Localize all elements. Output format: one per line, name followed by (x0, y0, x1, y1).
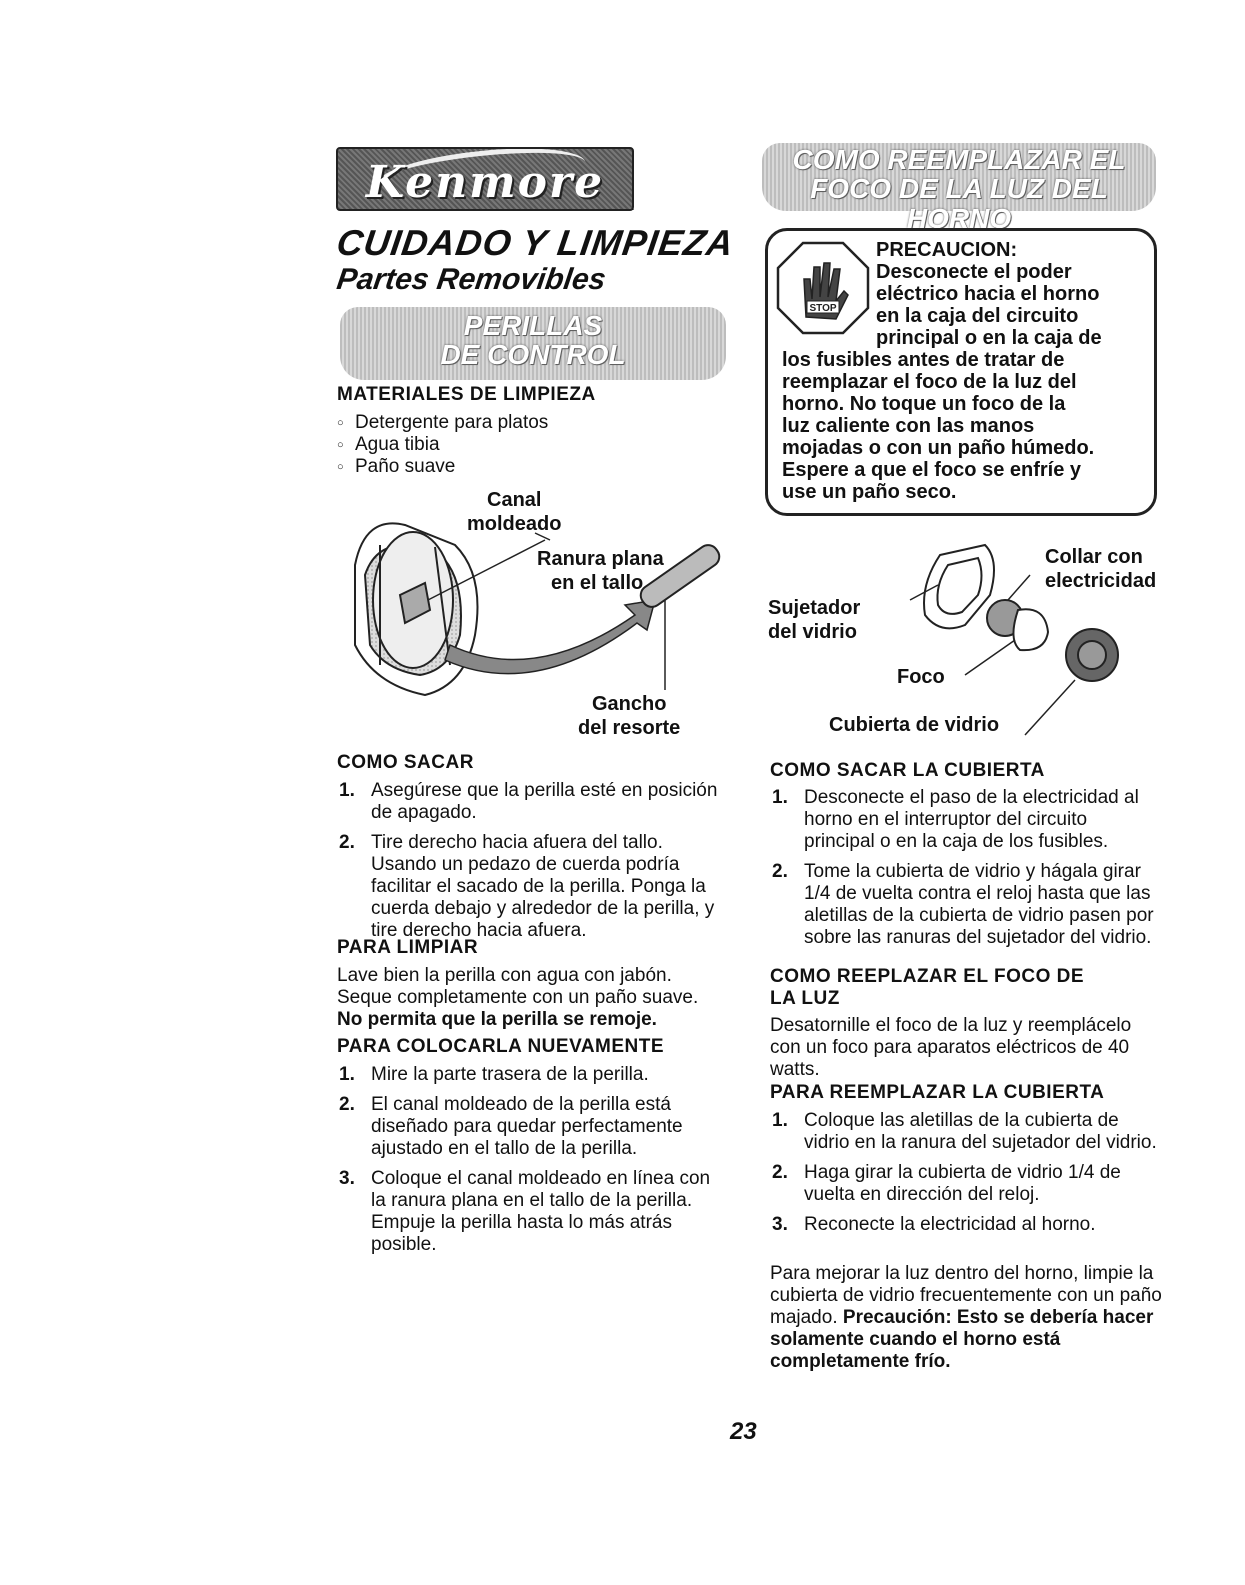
step-text: Tire derecho hacia afuera del tallo. Usando un pedazo de cuerda podría facilitar el sacado de la perilla. Ponga la cuerda debajo y alrededor de la perilla, y tire derecho hacia afuera. (371, 832, 715, 941)
banner-line-1: PERILLAS (463, 310, 603, 341)
label-line: moldeado (467, 513, 562, 535)
list-item: ○ Agua tibia (337, 434, 717, 456)
label-cubierta: Cubierta de vidrio (829, 714, 1000, 736)
stop-hand-icon (774, 239, 872, 337)
list-item (770, 1214, 1162, 1236)
heading-line: COMO REEPLAZAR EL FOCO DE (770, 966, 1085, 987)
caution-line: Desconecte el poder (876, 261, 1072, 283)
label-line: Ranura plana (537, 548, 664, 570)
materials-heading: MATERIALES DE LIMPIEZA (337, 384, 596, 405)
label-line: del resorte (578, 717, 681, 739)
kenmore-logo (336, 147, 634, 211)
label-line: del vidrio (768, 621, 857, 643)
como-sacar-heading: COMO SACAR (337, 752, 474, 773)
remove-steps (337, 780, 727, 950)
step-text: Reconecte la electricidad al horno. (804, 1214, 1096, 1235)
label-foco: Foco (897, 666, 945, 688)
caution-text-full (782, 349, 1094, 503)
section-banner-perillas (340, 307, 726, 380)
reemplazar-foco-heading (770, 966, 1084, 1010)
section-banner-foco (762, 143, 1156, 234)
heading-line: LA LUZ (770, 988, 840, 1009)
bulb-paragraph: Desatornille el foco de la luz y reemplácelo con un foco para aparatos eléctricos de 40 watts. (770, 1015, 1132, 1080)
caution-line: PRECAUCION: (876, 239, 1018, 261)
step-number: 2. (772, 1162, 788, 1183)
list-item (770, 1110, 1162, 1154)
label-line: Gancho (592, 693, 667, 715)
caution-line: mojadas o con un paño húmedo. (782, 437, 1095, 459)
step-text: El canal moldeado de la perilla está diseñado para quedar perfectamente ajustado en el tallo de la perilla. (371, 1094, 683, 1159)
cover-replace-steps (770, 1110, 1162, 1244)
para-colocarla-heading: PARA COLOCARLA NUEVAMENTE (337, 1036, 665, 1057)
final-text: Para mejorar la luz dentro del horno, limpie la cubierta de vidrio frecuentemente con un paño majado. (770, 1263, 1162, 1328)
list-item (337, 1094, 727, 1160)
step-number: 1. (339, 1064, 355, 1085)
caution-box (765, 228, 1157, 516)
list-item (337, 832, 727, 942)
banner-line-2: DE CONTROL (440, 339, 626, 371)
page-title: CUIDADO Y LIMPIEZA (334, 222, 737, 263)
list-item (337, 1168, 727, 1256)
page-subtitle: Partes Removibles (334, 263, 608, 296)
step-number: 2. (772, 861, 788, 882)
step-text: Haga girar la cubierta de vidrio 1/4 de vuelta en dirección del reloj. (804, 1162, 1121, 1205)
label-sujetador (768, 596, 860, 644)
step-number: 2. (339, 1094, 355, 1115)
caution-line: reemplazar el foco de la luz del (782, 371, 1077, 393)
caution-line: en la caja del circuito (876, 305, 1079, 327)
step-text: Mire la parte trasera de la perilla. (371, 1064, 649, 1085)
list-item (337, 1064, 727, 1086)
label-line: en el tallo (551, 572, 644, 594)
final-warning: Precaución: Esto se debería hacer solamente cuando el horno está completamente frío. (770, 1307, 1154, 1372)
para-limpiar-heading: PARA LIMPIAR (337, 937, 479, 958)
clean-paragraph (337, 965, 727, 1031)
step-text: Coloque las aletillas de la cubierta de vidrio en la ranura del sujetador del vidrio. (804, 1110, 1157, 1153)
clean-text: Lave bien la perilla con agua con jabón. Seque completamente con un paño suave. (337, 965, 699, 1008)
label-ranura (537, 547, 664, 595)
step-number: 3. (339, 1168, 355, 1189)
list-item (770, 1162, 1162, 1206)
list-item (770, 787, 1162, 853)
label-line: Collar con (1045, 546, 1143, 568)
label-canal (467, 488, 562, 536)
caution-line: luz caliente con las manos (782, 415, 1035, 437)
step-number: 2. (339, 832, 355, 853)
knob-drawing (355, 523, 478, 695)
step-text: Asegúrese que la perilla esté en posición de apagado. (371, 780, 718, 823)
step-number: 1. (772, 787, 788, 808)
banner-line-1: COMO REEMPLAZAR EL (792, 144, 1126, 175)
logo-mark: . (631, 197, 635, 213)
list-item (770, 861, 1162, 949)
list-item: ○ Paño suave (337, 456, 717, 478)
list-item: ○ Detergente para platos (337, 412, 717, 434)
stop-sign-text: STOP (809, 303, 837, 314)
label-line: Sujetador (768, 597, 861, 619)
caution-line: los fusibles antes de tratar de (782, 349, 1065, 371)
page-number: 23 (730, 1418, 757, 1445)
cover-remove-steps (770, 787, 1162, 957)
step-number: 3. (772, 1214, 788, 1235)
caution-line: eléctrico hacia el horno (876, 283, 1100, 305)
materials-list (337, 412, 717, 478)
step-number: 1. (772, 1110, 788, 1131)
step-text: Desconecte el paso de la electricidad al horno en el interruptor del circuito principal o en la caja de los fusibles. (804, 787, 1139, 852)
label-gancho (578, 692, 680, 740)
step-number: 1. (339, 780, 355, 801)
step-text: Tome la cubierta de vidrio y hágala girar 1/4 de vuelta contra el reloj hasta que las aletillas de la cubierta de vidrio pasen por sobre las ranuras del sujetador del vidrio. (804, 861, 1154, 948)
label-collar (1045, 545, 1156, 593)
final-paragraph (770, 1263, 1162, 1373)
reemplazar-cubierta-heading: PARA REEMPLAZAR LA CUBIERTA (770, 1082, 1105, 1103)
caution-line: Espere a que el foco se enfríe y (782, 459, 1082, 481)
caution-line: use un paño seco. (782, 481, 957, 503)
como-sacar-cubierta-heading: COMO SACAR LA CUBIERTA (770, 760, 1045, 781)
caution-line: horno. No toque un foco de la (782, 393, 1066, 415)
label-line: electricidad (1045, 570, 1157, 592)
clean-warning: No permita que la perilla se remoje. (337, 1009, 657, 1030)
list-item (337, 780, 727, 824)
logo-text: Kenmore (365, 157, 605, 208)
step-text: Coloque el canal moldeado en línea con la ranura plana en el tallo de la perilla. Empuje la perilla hasta lo más atrás posible. (371, 1168, 711, 1255)
banner-line-2: FOCO DE LA LUZ DEL HORNO (810, 173, 1108, 234)
caution-text-short (876, 239, 1102, 349)
replace-steps (337, 1064, 727, 1264)
label-line: Canal (487, 489, 542, 511)
caution-line: principal o en la caja de (876, 327, 1102, 349)
